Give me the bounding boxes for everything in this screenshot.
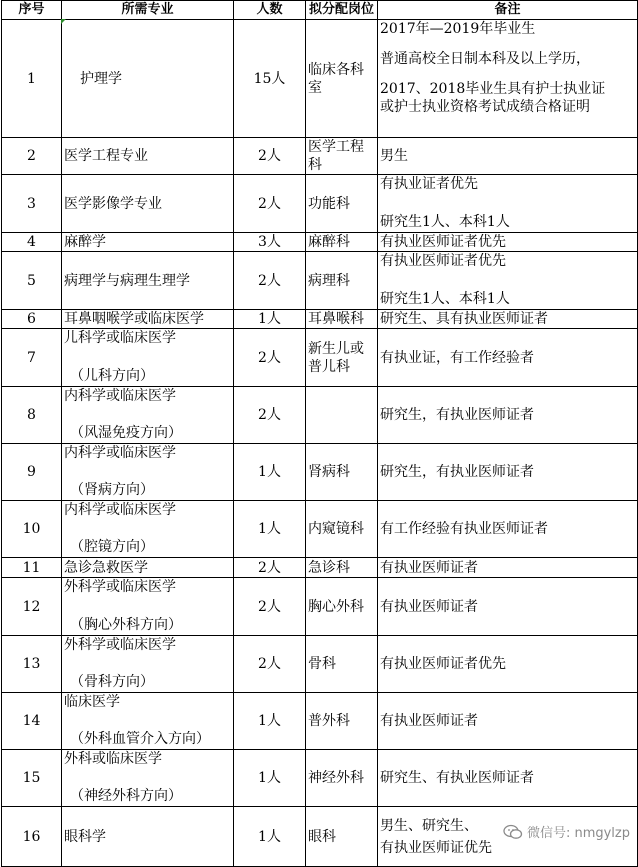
cell-dept [306, 558, 378, 578]
cell-index: 16 [2, 807, 62, 867]
cell-index: 8 [2, 387, 62, 444]
cell-remarks [378, 444, 638, 501]
cell-remarks-line: 有执业医师证者优先 [380, 656, 506, 672]
cell-dept [306, 329, 378, 387]
watermark [503, 822, 630, 841]
cell-major-line: 耳鼻咽喉学或临床医学 [64, 311, 204, 327]
cell-index: 1 [2, 20, 62, 138]
table-row [2, 750, 638, 807]
cell-remarks-line: 研究生、具有执业医师证者 [380, 311, 548, 327]
cell-major [62, 329, 234, 387]
cell-index: 2 [2, 138, 62, 175]
cell-major-line: （腔镜方向） [70, 539, 154, 555]
cell-dept-line: 骨科 [308, 656, 336, 672]
cell-dept-line: 临床各科 [308, 61, 364, 78]
cell-count: 2人 [234, 636, 306, 693]
cell-dept [306, 387, 378, 444]
cell-index: 11 [2, 558, 62, 578]
table-row [2, 558, 638, 578]
cell-major-line: 儿科学或临床医学 [64, 330, 176, 346]
cell-remarks [378, 501, 638, 558]
header-dept: 拟分配岗位 [306, 1, 378, 20]
cell-remarks-line: 普通高校全日制本科及以上学历， [380, 51, 590, 67]
cell-remarks-line: 研究生1人、本科1人 [380, 291, 510, 307]
cell-index: 15 [2, 750, 62, 807]
cell-major [62, 558, 234, 578]
cell-dept [306, 310, 378, 329]
watermark-text: 微信号: nmgylzp [526, 826, 630, 841]
cell-dept-line: 胸心外科 [308, 598, 364, 615]
cell-remarks [378, 636, 638, 693]
cell-remarks-line: 研究生，有执业医师证者 [380, 407, 534, 423]
cell-dept [306, 693, 378, 750]
cell-dept-line: 新生儿或 [308, 340, 364, 357]
cell-major-line: 内科学或临床医学 [64, 445, 176, 461]
cell-remarks [378, 252, 638, 310]
cell-major [62, 578, 234, 636]
cell-dept [306, 501, 378, 558]
cell-dept-line: 普儿科 [308, 358, 350, 375]
cell-major-line: （胸心外科方向） [70, 617, 182, 633]
cell-remarks [378, 578, 638, 636]
table-row [2, 444, 638, 501]
cell-major-line: 急诊急救医学 [64, 559, 148, 576]
cell-remarks [378, 329, 638, 387]
cell-major [62, 693, 234, 750]
cell-major-line: 医学工程专业 [64, 148, 148, 164]
cell-remarks-line: 有执业医师证者优先 [380, 234, 506, 250]
table-row [2, 636, 638, 693]
cell-remarks-line: 有工作经验有执业医师证者 [380, 521, 548, 537]
cell-remarks [378, 20, 638, 138]
cell-remarks-line: 有执业医师证者优先 [380, 253, 506, 269]
cell-dept [306, 578, 378, 636]
header-row [2, 1, 638, 20]
cell-dept-line: 病理科 [308, 272, 350, 289]
cell-dept-line: 科 [308, 157, 322, 173]
cell-major [62, 20, 234, 138]
cell-major [62, 387, 234, 444]
cell-remarks-line: 有执业医师证优先 [380, 839, 492, 856]
cell-remarks-line: 有执业医师证者 [380, 713, 478, 729]
cell-dept [306, 807, 378, 867]
cell-dept-line: 麻醉科 [308, 234, 350, 250]
cell-remarks-line: 研究生1人、本科1人 [380, 214, 510, 230]
cell-remarks [378, 693, 638, 750]
cell-count: 1人 [234, 501, 306, 558]
cell-index: 9 [2, 444, 62, 501]
cell-dept-line: 神经外科 [308, 770, 364, 786]
cell-remarks-line: 男生 [380, 148, 408, 164]
cell-index: 4 [2, 233, 62, 252]
cell-remarks-line: 有执业证者优先 [380, 176, 478, 192]
cell-dept [306, 233, 378, 252]
recruitment-table [1, 0, 638, 867]
header-major: 所需专业 [62, 1, 234, 20]
cell-count: 2人 [234, 558, 306, 578]
cell-count: 2人 [234, 252, 306, 310]
cell-major [62, 636, 234, 693]
cell-count: 2人 [234, 578, 306, 636]
cell-remarks [378, 387, 638, 444]
cell-dept [306, 636, 378, 693]
header-count: 人数 [234, 1, 306, 20]
cell-major-line: （外科血管介入方向） [70, 731, 210, 747]
cell-remarks-line: 有执业证，有工作经验者 [380, 349, 534, 366]
cell-comment-marker [61, 19, 66, 24]
table-row [2, 252, 638, 310]
cell-major-line: 内科学或临床医学 [64, 388, 176, 404]
table-row [2, 578, 638, 636]
cell-major [62, 750, 234, 807]
cell-major [62, 233, 234, 252]
cell-remarks [378, 138, 638, 175]
cell-count: 2人 [234, 387, 306, 444]
cell-major [62, 138, 234, 175]
cell-index: 13 [2, 636, 62, 693]
cell-major [62, 444, 234, 501]
cell-count: 2人 [234, 175, 306, 233]
cell-dept-line: 普外科 [308, 713, 350, 729]
cell-major-line: （儿科方向） [70, 368, 154, 384]
cell-dept [306, 444, 378, 501]
cell-major [62, 310, 234, 329]
table-row [2, 175, 638, 233]
cell-index: 3 [2, 175, 62, 233]
table-row [2, 233, 638, 252]
table-row [2, 693, 638, 750]
cell-dept-line: 眼科 [308, 828, 336, 845]
cell-remarks [378, 558, 638, 578]
cell-dept-line: 肾病科 [308, 464, 350, 480]
cell-major-line: 医学影像学专业 [64, 195, 162, 212]
table-row [2, 387, 638, 444]
cell-major-line: 外科学或临床医学 [64, 637, 176, 653]
cell-major-line: 外科学或临床医学 [64, 579, 176, 595]
cell-remarks-line: 男生、研究生、 [380, 817, 478, 834]
header-index: 序号 [2, 1, 62, 20]
cell-remarks-line: 2017年—2019年毕业生 [380, 21, 536, 37]
cell-major-line: 内科学或临床医学 [64, 502, 176, 518]
cell-index: 6 [2, 310, 62, 329]
cell-count: 2人 [234, 138, 306, 175]
cell-remarks [378, 310, 638, 329]
cell-major-line: 眼科学 [64, 828, 106, 845]
cell-dept-line: 急诊科 [308, 559, 350, 576]
cell-dept-line: 室 [308, 79, 322, 96]
cell-major-line: （神经外科方向） [70, 788, 182, 804]
cell-major-line: 临床医学 [64, 694, 120, 710]
table-row [2, 20, 638, 138]
cell-dept [306, 138, 378, 175]
cell-dept [306, 20, 378, 138]
cell-remarks-line: 研究生、有执业医师证者 [380, 770, 534, 786]
cell-dept [306, 252, 378, 310]
cell-dept [306, 175, 378, 233]
cell-index: 14 [2, 693, 62, 750]
cell-index: 10 [2, 501, 62, 558]
cell-remarks [378, 750, 638, 807]
cell-remarks [378, 233, 638, 252]
cell-remarks-line: 研究生，有执业医师证者 [380, 464, 534, 480]
cell-count: 3人 [234, 233, 306, 252]
cell-count: 1人 [234, 750, 306, 807]
header-remarks: 备注 [378, 1, 638, 20]
cell-remarks [378, 175, 638, 233]
cell-major-line: 病理学与病理生理学 [64, 272, 190, 289]
cell-count: 2人 [234, 329, 306, 387]
cell-remarks-line: 或护士执业资格考试成绩合格证明 [380, 99, 590, 115]
table-body [2, 20, 638, 867]
cell-index: 7 [2, 329, 62, 387]
cell-major-line: 护理学 [80, 70, 122, 87]
cell-major-line: （肾病方向） [70, 482, 154, 498]
cell-remarks-line: 2017、2018毕业生具有护士执业证 [380, 81, 606, 97]
cell-count: 1人 [234, 444, 306, 501]
cell-remarks-line: 有执业医师证者 [380, 559, 478, 576]
cell-index: 5 [2, 252, 62, 310]
cell-major-line: 麻醉学 [64, 234, 106, 250]
cell-dept-line: 内窥镜科 [308, 521, 364, 537]
table-row [2, 501, 638, 558]
cell-count: 1人 [234, 693, 306, 750]
table-row [2, 310, 638, 329]
cell-major [62, 175, 234, 233]
table-row [2, 329, 638, 387]
cell-index: 12 [2, 578, 62, 636]
cell-dept-line: 功能科 [308, 195, 350, 212]
cell-count: 1人 [234, 310, 306, 329]
table-row [2, 138, 638, 175]
cell-count: 1人 [234, 807, 306, 867]
cell-major-line: （风湿免疫方向） [70, 425, 182, 441]
cell-count: 15人 [234, 20, 306, 138]
cell-remarks-line: 有执业医师证者 [380, 598, 478, 615]
cell-dept [306, 750, 378, 807]
cell-major-line: 外科或临床医学 [64, 751, 162, 767]
cell-major-line: （骨科方向） [70, 674, 154, 690]
cell-dept-line: 耳鼻喉科 [308, 311, 364, 327]
cell-major [62, 807, 234, 867]
cell-major [62, 501, 234, 558]
wechat-icon [503, 824, 523, 840]
cell-dept-line: 医学工程 [308, 139, 364, 155]
cell-major [62, 252, 234, 310]
